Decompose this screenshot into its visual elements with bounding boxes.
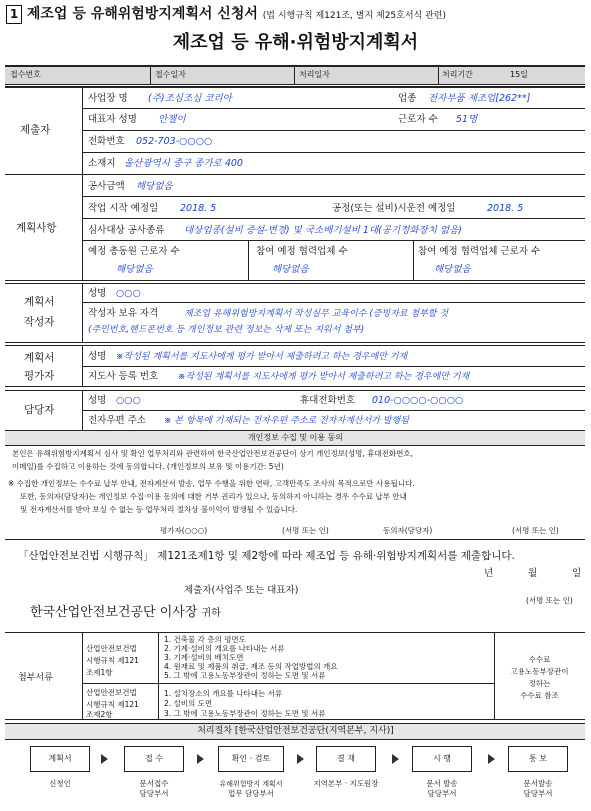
step-sub: 신청인 — [49, 779, 71, 788]
evaluator-name-label: 성명 — [88, 351, 107, 362]
arrow-right-icon — [101, 754, 108, 764]
step-sub2: 담당부서 — [139, 789, 169, 798]
partners-value[interactable]: 해당없음 — [272, 264, 309, 275]
author-section-label-b: 작성자 — [24, 316, 55, 328]
process-date-label: 처리일자 — [299, 70, 330, 79]
address-label: 소재지 — [88, 158, 116, 169]
attachment-item: 3. 기계·설비의 배치도면 — [164, 653, 244, 662]
evaluator-reg-label: 지도사 등록 번호 — [88, 371, 159, 382]
process-period-value: 15일 — [510, 70, 528, 79]
attachment-item: 2. 기계·설비의 개요를 나타내는 서류 — [164, 644, 285, 653]
work-type-label: 심사대상 공사종류 — [88, 225, 165, 236]
form-title-line — [6, 4, 446, 26]
step-sub2: 업무 담당부서 — [228, 789, 274, 798]
attachments-group1-line1: 산업안전보건법 — [86, 644, 137, 653]
attachments-group2-line3: 조제2항 — [86, 710, 113, 719]
plan-section-label: 계획사항 — [16, 222, 57, 234]
fee-line2: 고용노동부장관이 — [510, 667, 569, 676]
receipt-number-label: 접수번호 — [10, 70, 41, 79]
representative-label: 대표자 성명 — [88, 114, 137, 125]
contact-name-label: 성명 — [88, 395, 107, 406]
privacy-notice-line2: 또한, 동의자(담당자)는 개인정보 수집·이용 동의에 대한 거부 권리가 있으나, 동의하지 아니하는 경우 수수료 납부 안내 — [20, 492, 407, 501]
fee-line4: 수수료 참조 — [520, 691, 559, 700]
contact-mobile-value[interactable]: 010-○○○○-○○○○ — [372, 395, 464, 406]
submitter-section-label: 제출자 — [20, 124, 51, 136]
privacy-notice-line3: 및 전자계산서를 받아 보실 수 없는 등 업무처리 절차상 불이익이 발생될 수 있습니다. — [20, 505, 298, 514]
recipient — [30, 604, 221, 623]
step-sub: 문서 발송 — [426, 779, 458, 788]
step-sub: 지역본부 · 지도원장 — [313, 779, 379, 788]
author-section-label-a: 계획서 — [24, 296, 55, 308]
declaration-signature-hint[interactable]: (서명 또는 인) — [526, 596, 573, 605]
attachment-item: 5. 그 밖에 고용노동부장관이 정하는 도면 및 서류 — [164, 671, 326, 680]
procedure-header: 처리절차 [한국산업안전보건공단(지역본부, 지사)] — [197, 726, 394, 736]
step-label: 통 보 — [529, 754, 547, 763]
workers-value[interactable]: 51명 — [456, 114, 478, 125]
process-period-label: 처리기간 — [442, 70, 473, 79]
step-sub: 유해위험방지 계획서 — [219, 780, 283, 788]
attachment-item: 1. 설치장소의 개요를 나타내는 서류 — [164, 689, 283, 698]
consenter-signature-hint[interactable]: (서명 또는 인) — [512, 526, 559, 535]
declaration-submitter: 제출자(사업주 또는 대표자) — [184, 585, 299, 596]
partner-workers-value[interactable]: 해당없음 — [434, 264, 471, 275]
partners-label: 참여 예정 협력업체 수 — [256, 246, 348, 257]
attachments-section-label: 첨부서류 — [18, 673, 53, 683]
phone-value[interactable]: 052-703-○○○○ — [136, 136, 213, 147]
privacy-consent-line2: 이메일)를 수집하고 이용하는 것에 동의합니다. (개인정보의 보유 및 이용기간: 5년) — [12, 462, 284, 471]
attachment-item: 2. 설비의 도면 — [164, 699, 213, 708]
fee-line3: 정하는 — [528, 679, 551, 688]
receipt-date-label: 접수일자 — [155, 70, 186, 79]
privacy-consent-line1: 본인은 유해위험방지계획서 심사 및 확인 업무처리와 관련하여 한국산업안전보건공단이 상기 개인정보(성명, 휴대전화번호, — [12, 449, 414, 458]
attachment-item: 1. 건축물 각 층의 평면도 — [164, 635, 246, 644]
address-value[interactable]: 울산광역시 중구 종가로 400 — [124, 158, 243, 169]
attachment-item: 3. 그 밖에 고용노동부장관이 정하는 도면 및 서류 — [164, 709, 326, 718]
receipt-bar — [5, 66, 585, 84]
declaration-text: 「산업안전보건법 시행규칙」 제121조제1항 및 제2항에 따라 제조업 등 유해·위험방지계획서를 제출합니다. — [18, 550, 515, 562]
step-label: 확인 · 검토 — [231, 754, 271, 763]
cost-value[interactable]: 해당없음 — [136, 181, 173, 192]
step-sub2: 담당부서 — [427, 789, 457, 798]
phone-label: 전화번호 — [88, 136, 125, 147]
step-sub: 문서발송 — [523, 779, 553, 788]
cost-label: 공사금액 — [88, 181, 125, 192]
contact-email-value[interactable]: ※ 본 항목에 기재되는 전자우편 주소로 전자자계산서가 발행됨 — [164, 416, 409, 426]
attachment-item: 4. 원재료 및 제품의 취급, 제조 등의 작업방법의 개요 — [164, 662, 338, 671]
representative-value[interactable]: 안젤이 — [158, 114, 186, 125]
step-sub: 문서접수 — [139, 779, 169, 788]
work-type-value[interactable]: 대상업종(설비 증설-변경) 및 국소배기설비 1대(공기정화장치 없음) — [184, 225, 462, 236]
date-month: 월 — [528, 568, 538, 579]
step-label: 결 재 — [337, 754, 355, 763]
form-title: 제조업 등 유해위험방지계획서 신청서 — [26, 6, 258, 22]
company-name-label: 사업장 명 — [88, 93, 128, 104]
attachments-group2-line1: 산업안전보건법 — [86, 688, 137, 697]
company-name-value[interactable]: (주)조심조심 코리아 — [148, 93, 232, 104]
step-label: 계획서 — [48, 754, 72, 763]
arrow-right-icon — [197, 754, 204, 764]
attachments-group1-line3: 조제1항 — [86, 668, 113, 677]
consenter-signature-label: 동의자(담당자) — [383, 526, 433, 535]
date-year: 년 — [484, 568, 494, 579]
author-qualification-value[interactable]: 제조업 유해위험방지계획서 작성실무 교육이수 (증빙자료 첨부할 것 — [184, 309, 449, 319]
arrow-right-icon — [297, 754, 304, 764]
industry-value[interactable]: 전자부품 제조업[262**] — [428, 93, 531, 104]
evaluator-signature-hint[interactable]: (서명 또는 인) — [282, 526, 329, 535]
contact-name-value[interactable]: ○○○ — [116, 395, 141, 406]
trial-date-label: 공정(또는 설비)시운전 예정일 — [332, 203, 456, 214]
contact-mobile-label: 휴대전화번호 — [300, 395, 356, 406]
attachments-group1-line2: 시행규칙 제121 — [86, 656, 139, 665]
arrow-right-icon — [392, 754, 399, 764]
evaluator-signature-label: 평가자(○○○) — [160, 526, 208, 535]
workers-label: 근로자 수 — [398, 114, 438, 125]
industry-label: 업종 — [398, 93, 417, 104]
recipient-name: 한국산업안전보건공단 이사장 — [30, 605, 198, 620]
main-title: 제조업 등 유해·위험방지계획서 — [172, 32, 419, 53]
evaluator-name-value[interactable]: ※작성된 계획서를 지도사에게 평가 받아서 제출하려고 하는 경우에만 기재 — [116, 352, 408, 362]
total-workers-label: 예정 총동원 근로자 수 — [88, 246, 180, 257]
author-qualification-label: 작성자 보유 자격 — [88, 308, 159, 319]
evaluator-section-label-b: 평가자 — [24, 370, 55, 382]
step-label: 접 수 — [145, 754, 163, 763]
recipient-suffix: 귀하 — [201, 608, 221, 619]
arrow-right-icon — [488, 754, 495, 764]
evaluator-section-label-a: 계획서 — [24, 352, 55, 364]
trial-date-value[interactable]: 2018. 5 — [487, 203, 524, 214]
partner-workers-label: 참여 예정 협력업체 근로자 수 — [418, 246, 541, 257]
form-number-box: 1 — [6, 5, 22, 24]
author-name-label: 성명 — [88, 288, 107, 299]
privacy-header: 개인정보 수집 및 이용 동의 — [247, 433, 344, 442]
total-workers-value[interactable]: 해당없음 — [116, 264, 153, 275]
fee-line1: 수수료 — [528, 655, 551, 664]
author-qualification-note: (주민번호,핸드폰번호 등 개인정보 관련 정보는 삭제 또는 지워서 첨부) — [88, 325, 365, 335]
author-name-value[interactable]: ○○○ — [116, 288, 141, 299]
step-sub2: 담당부서 — [523, 789, 553, 798]
date-day: 일 — [572, 568, 582, 579]
contact-section-label: 담당자 — [24, 404, 55, 416]
step-label: 시 행 — [433, 754, 451, 763]
privacy-notice-line1: ※ 수집한 개인정보는 수수료 납부 안내, 전자계산서 발송, 업무 수행을 위한 연락, 고객만족도 조사의 목적으로만 사용됩니다. — [8, 479, 415, 488]
form-legal-note: (법 시행규칙 제121조, 별지 제25호서식 관련) — [262, 11, 446, 21]
contact-email-label: 전자우편 주소 — [88, 415, 147, 426]
attachments-group2-line2: 시행규칙 제121 — [86, 700, 139, 709]
start-date-value[interactable]: 2018. 5 — [180, 203, 217, 214]
start-date-label: 작업 시작 예정일 — [88, 203, 159, 214]
evaluator-reg-value[interactable]: ※작성된 계획서를 지도사에게 평가 받아서 제출하려고 하는 경우에만 기재 — [178, 372, 470, 382]
